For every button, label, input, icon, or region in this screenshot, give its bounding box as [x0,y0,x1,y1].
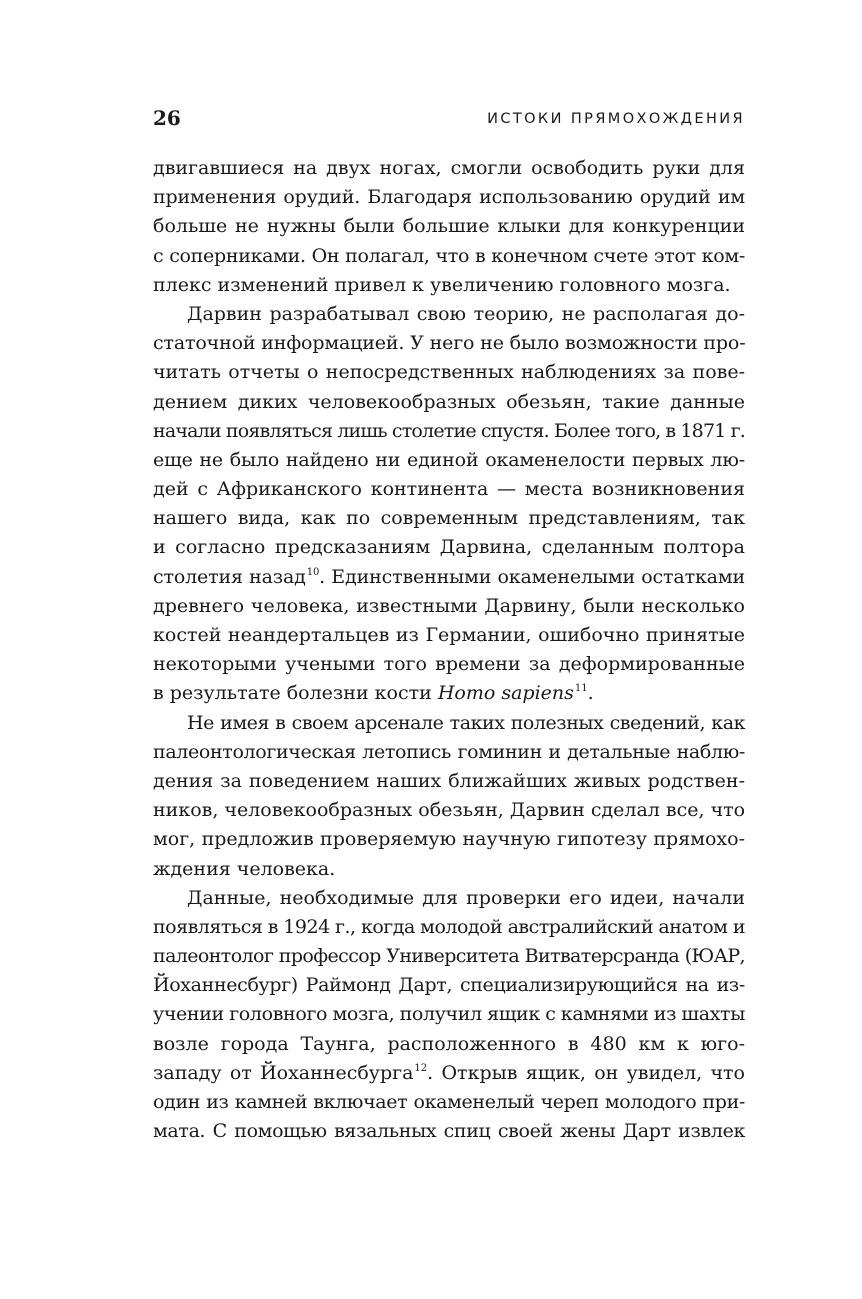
species-name: Homo sapiens [437,682,574,705]
footnote-ref-10[interactable]: 10 [306,566,320,578]
text-line: появляться в 1924 г., когда молодой австралийский анатом и [153,915,745,938]
body-text [153,154,745,1146]
text-line: один из камней включает окаменелый череп молодого при- [153,1091,745,1113]
text-line: дения за поведением наших ближайших живых родствен- [153,769,745,792]
text-line: возле города Таунга, расположенного в 480 км к юго- [153,1032,745,1055]
text-line: применения орудий. Благодаря использованию орудий им [153,186,745,209]
text-line: еще не было найдено ни единой окаменелости первых лю- [153,448,745,471]
footnote-ref-11[interactable]: 11 [574,683,588,695]
text-line: Не имея в своем арсенале таких полезных сведений, как [187,711,745,734]
text-line: дей с Африканского континента — места возникновения [153,478,745,501]
text-fragment: . Единственными окаменелыми остатками [319,565,745,588]
text-line: читать отчеты о непосредственных наблюдениях за пове- [153,361,745,384]
text-line: начали появляться лишь столетие спустя. Более того, в 1871 г. [153,419,745,442]
text-line: костей неандертальцев из Германии, ошибочно принятые [153,624,745,646]
running-head: ИСТОКИ ПРЯМОХОЖДЕНИЯ [487,111,745,127]
text-line [153,563,745,592]
page-header [153,104,745,132]
text-line: древнего человека, известными Дарвину, были несколько [153,594,745,617]
text-line [153,1059,745,1088]
text-line: Дарвин разрабатывал свою теорию, не располагая до- [187,302,745,325]
text-fragment: столетия назад [153,565,306,588]
text-fragment: . [587,682,594,705]
text-line: нашего вида, как по современным представлениям, так [153,507,745,530]
text-fragment: в результате болезни кости [153,682,438,705]
text-line: мата. С помощью вязальных спиц своей жены Дарт извлек [153,1120,745,1143]
text-line [153,679,745,708]
text-line: Данные, необходимые для проверки его идеи, начали [187,886,745,909]
footnote-ref-12[interactable]: 12 [414,1062,428,1074]
text-line: Йоханнесбург) Раймонд Дарт, специализирующийся на из- [153,974,745,997]
text-line: больше не нужны были большие клыки для конкуренции [153,215,745,238]
text-fragment: . Открыв ящик, он увидел, что [427,1061,746,1084]
text-line: мог, предложив проверяемую научную гипотезу прямохо- [153,828,745,851]
text-line: учении головного мозга, получил ящик с камнями из шахты [153,1003,745,1026]
text-fragment: западу от Йоханнесбурга [153,1061,414,1084]
text-line: палеонтологическая летопись гоминин и детальные наблю- [153,740,745,763]
text-line: и согласно предсказаниям Дарвина, сделанным полтора [153,536,745,559]
text-line: некоторыми учеными того времени за деформированные [153,653,745,676]
text-line: ждения человека. [153,857,336,880]
text-line: ников, человекообразных обезьян, Дарвин сделал все, что [153,799,746,822]
text-line: палеонтолог профессор Университета Витватерсранда (ЮАР, [153,945,745,968]
text-line: плекс изменений привел к увеличению головного мозга. [153,273,731,296]
text-line: статочной информацией. У него не было возможности про- [153,332,746,355]
page-number: 26 [153,106,181,130]
text-line: дением диких человекообразных обезьян, такие данные [153,390,745,413]
text-line: с соперниками. Он полагал, что в конечном счете этот ком- [153,244,745,267]
text-line: двигавшиеся на двух ногах, смогли освободить руки для [153,157,745,179]
